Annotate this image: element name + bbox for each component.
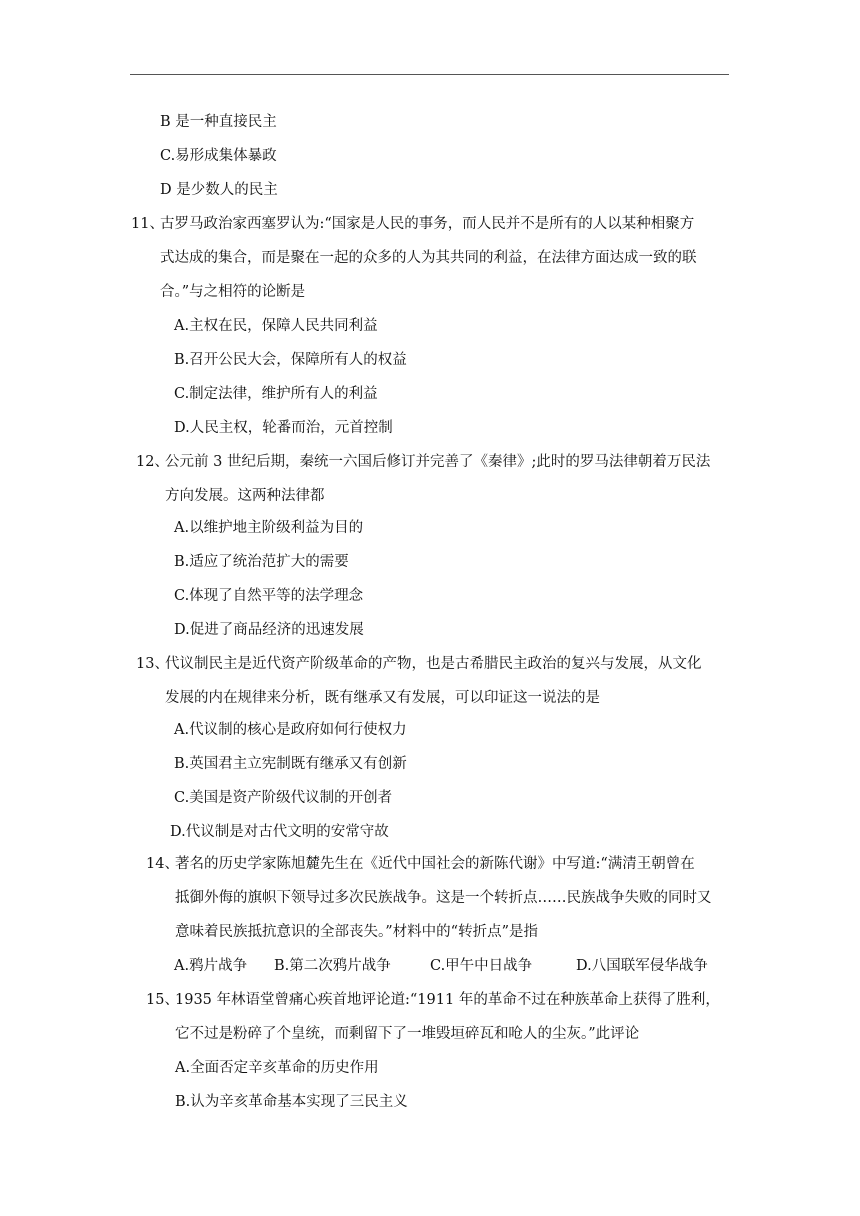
q14-option-d: D.八国联军侵华战争 (576, 958, 708, 974)
q15-stem-line-2: 它不过是粉碎了个皇统，而剩留下了一堆毁垣碎瓦和呛人的尘灰。”此评论 (175, 1026, 640, 1042)
q12-option-d: D.促进了商品经济的迅速发展 (174, 622, 364, 638)
q13-option-a: A.代议制的核心是政府如何行使权力 (174, 722, 407, 738)
q12-stem-line-1: 公元前 3 世纪后期，秦统一六国后修订并完善了《秦律》;此时的罗马法律朝着万民法 (165, 454, 711, 470)
q11-number: 11、 (131, 216, 164, 232)
q14-options-row (174, 956, 734, 976)
q11-option-d: D.人民主权，轮番而治，元首控制 (174, 420, 393, 436)
q12-number: 12、 (136, 454, 169, 470)
q10-option-d: D 是少数人的民主 (160, 182, 278, 198)
q11-option-a: A.主权在民，保障人民共同利益 (174, 318, 378, 334)
q13-stem-line-1: 代议制民主是近代资产阶级革命的产物，也是古希腊民主政治的复兴与发展，从文化 (165, 656, 702, 672)
q11-stem-line-3: 合。”与之相符的论断是 (160, 284, 306, 300)
q14-stem-line-1: 著名的历史学家陈旭麓先生在《近代中国社会的新陈代谢》中写道:“满清王朝曾在 (175, 856, 695, 872)
q14-stem-line-2: 抵御外侮的旗帜下领导过多次民族战争。这是一个转折点……民族战争失败的同时又 (175, 890, 712, 906)
q11-option-b: B.召开公民大会，保障所有人的权益 (174, 352, 407, 368)
q12-option-c: C.体现了自然平等的法学理念 (174, 588, 364, 604)
q11-stem-line-2: 式达成的集合，而是聚在一起的众多的人为其共同的利益，在法律方面达成一致的联 (160, 250, 697, 266)
q12-option-a: A.以维护地主阶级利益为目的 (174, 520, 364, 536)
q10-option-b: B 是一种直接民主 (160, 114, 277, 130)
q14-option-a: A.鸦片战争 (174, 958, 248, 974)
q15-option-a: A.全面否定辛亥革命的历史作用 (175, 1060, 379, 1076)
q13-stem-line-2: 发展的内在规律来分析，既有继承又有发展，可以印证这一说法的是 (165, 690, 600, 706)
q14-number: 14、 (146, 856, 179, 872)
q15-stem-line-1: 1935 年林语堂曾痛心疾首地评论道:“1911 年的革命不过在种族革命上获得了胜利， (175, 992, 720, 1008)
header-rule (130, 74, 729, 75)
q15-number: 15、 (146, 992, 179, 1008)
q10-option-c: C.易形成集体暴政 (160, 148, 277, 164)
q14-option-c: C.甲午中日战争 (430, 958, 533, 974)
q12-option-b: B.适应了统治范扩大的需要 (174, 554, 349, 570)
q15-option-b: B.认为辛亥革命基本实现了三民主义 (175, 1094, 408, 1110)
q12-stem-line-2: 方向发展。这两种法律都 (165, 488, 325, 504)
q11-option-c: C.制定法律，维护所有人的利益 (174, 386, 378, 402)
q13-number: 13、 (136, 656, 169, 672)
q11-stem-line-1: 古罗马政治家西塞罗认为:“国家是人民的事务，而人民并不是所有的人以某种相聚方 (160, 216, 695, 232)
q13-option-d: D.代议制是对古代文明的安常守故 (170, 824, 389, 840)
q13-option-b: B.英国君主立宪制既有继承又有创新 (174, 756, 407, 772)
q14-option-b: B.第二次鸦片战争 (274, 958, 391, 974)
q13-option-c: C.美国是资产阶级代议制的开创者 (174, 790, 393, 806)
q14-stem-line-3: 意味着民族抵抗意识的全部丧失。”材料中的“转折点”是指 (175, 924, 538, 940)
